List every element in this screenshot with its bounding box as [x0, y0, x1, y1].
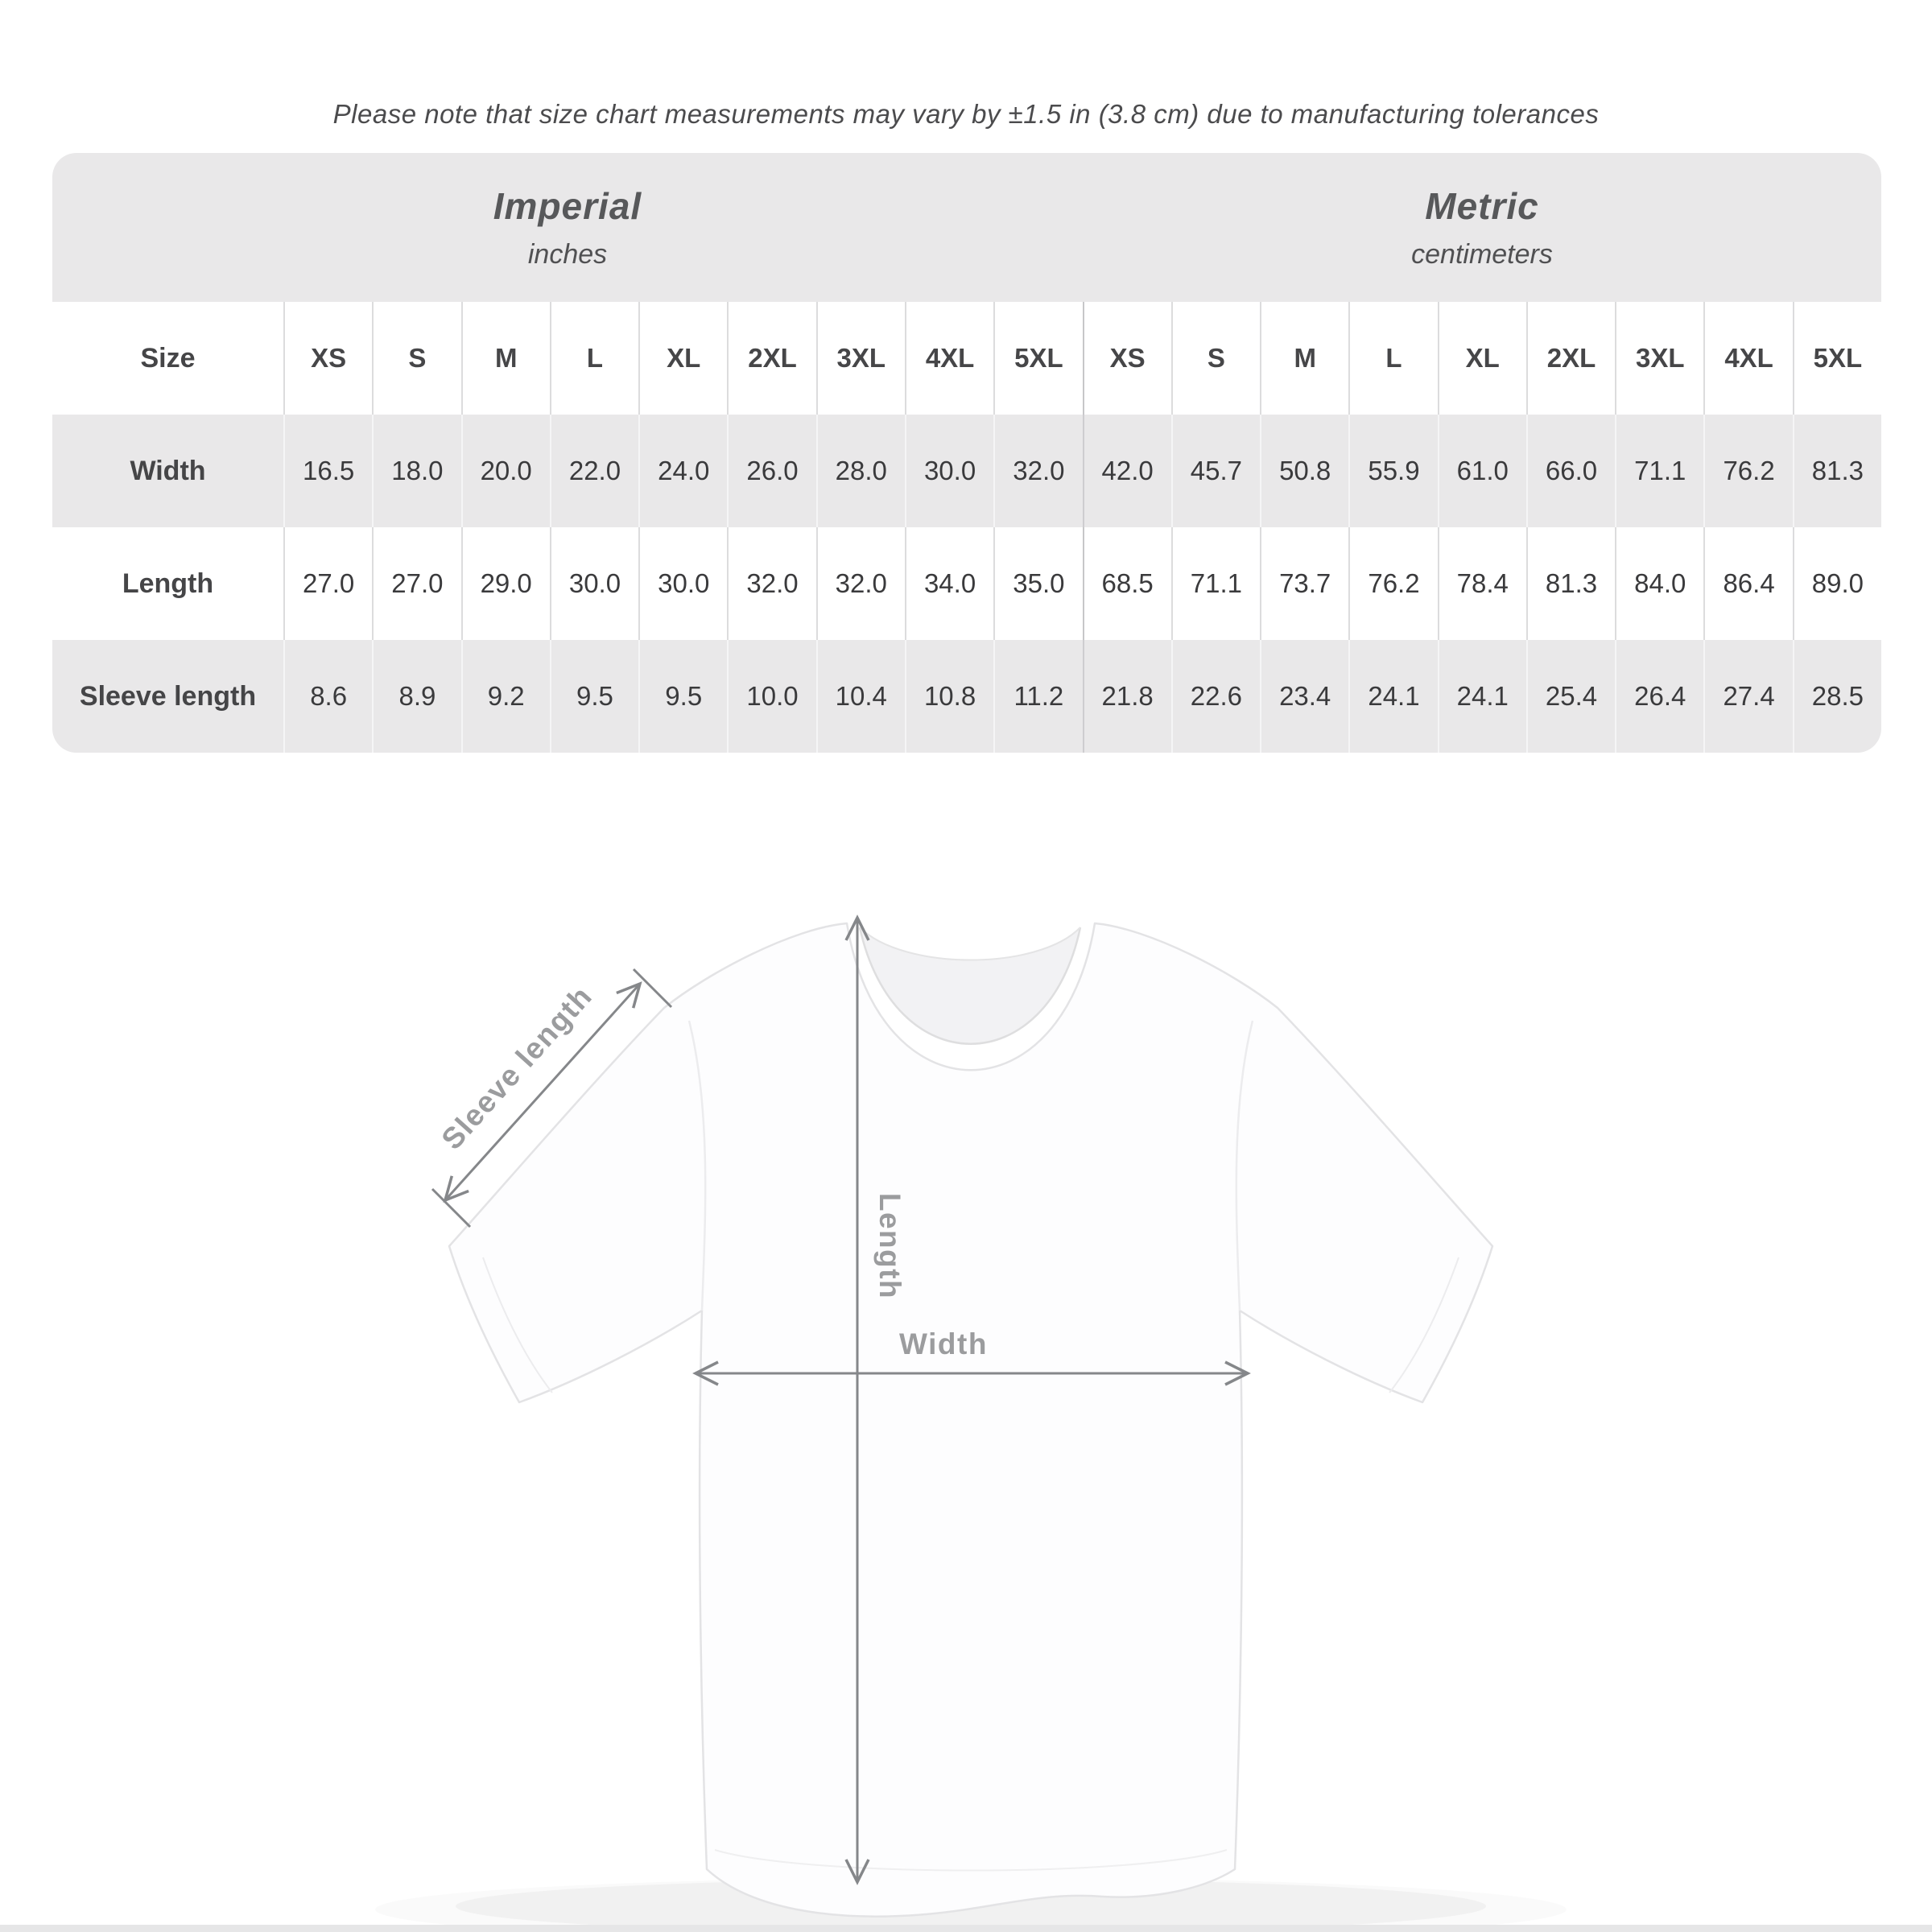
- collar-opening: [860, 927, 1080, 1044]
- value-cell: 10.4: [816, 640, 905, 753]
- size-header-cell: XS: [1083, 302, 1171, 415]
- value-cell: 81.3: [1526, 527, 1615, 640]
- size-chart-grid: [52, 302, 1881, 753]
- value-cell: 16.5: [283, 415, 372, 527]
- length-label: Length: [873, 1192, 907, 1300]
- value-cell: 24.1: [1348, 640, 1437, 753]
- value-cell: 45.7: [1171, 415, 1260, 527]
- value-cell: 50.8: [1260, 415, 1348, 527]
- value-cell: 27.0: [283, 527, 372, 640]
- size-header-cell: M: [461, 302, 550, 415]
- value-cell: 66.0: [1526, 415, 1615, 527]
- value-cell: 21.8: [1083, 640, 1171, 753]
- value-cell: 76.2: [1348, 527, 1437, 640]
- value-cell: 27.0: [372, 527, 460, 640]
- size-header-cell: 3XL: [816, 302, 905, 415]
- value-cell: 76.2: [1703, 415, 1792, 527]
- value-cell: 22.6: [1171, 640, 1260, 753]
- value-cell: 61.0: [1438, 415, 1526, 527]
- value-cell: 32.0: [727, 527, 815, 640]
- value-cell: 55.9: [1348, 415, 1437, 527]
- value-cell: 42.0: [1083, 415, 1171, 527]
- size-header-cell: 4XL: [905, 302, 993, 415]
- size-header-cell: 3XL: [1615, 302, 1703, 415]
- row-label: Length: [52, 527, 283, 640]
- value-cell: 73.7: [1260, 527, 1348, 640]
- value-cell: 23.4: [1260, 640, 1348, 753]
- size-header-cell: L: [550, 302, 638, 415]
- size-header-cell: 5XL: [993, 302, 1082, 415]
- value-cell: 27.4: [1703, 640, 1792, 753]
- size-header-cell: 2XL: [727, 302, 815, 415]
- value-cell: 10.8: [905, 640, 993, 753]
- sleeve-arrow-tick-top: [634, 969, 671, 1007]
- size-header-cell: L: [1348, 302, 1437, 415]
- value-cell: 11.2: [993, 640, 1082, 753]
- backdrop-edge: [0, 1925, 1932, 1932]
- tshirt-diagram: [0, 886, 1932, 1932]
- size-header-cell: XL: [1438, 302, 1526, 415]
- value-cell: 24.1: [1438, 640, 1526, 753]
- value-cell: 81.3: [1793, 415, 1881, 527]
- value-cell: 71.1: [1171, 527, 1260, 640]
- imperial-title: Imperial: [493, 185, 642, 227]
- value-cell: 78.4: [1438, 527, 1526, 640]
- value-cell: 22.0: [550, 415, 638, 527]
- value-cell: 29.0: [461, 527, 550, 640]
- value-cell: 8.6: [283, 640, 372, 753]
- metric-title: Metric: [1425, 185, 1539, 227]
- row-label: Sleeve length: [52, 640, 283, 753]
- value-cell: 9.2: [461, 640, 550, 753]
- value-cell: 9.5: [550, 640, 638, 753]
- unit-header-imperial: [52, 153, 1083, 302]
- value-cell: 26.0: [727, 415, 815, 527]
- value-cell: 32.0: [816, 527, 905, 640]
- value-cell: 71.1: [1615, 415, 1703, 527]
- value-cell: 18.0: [372, 415, 460, 527]
- value-cell: 8.9: [372, 640, 460, 753]
- value-cell: 35.0: [993, 527, 1082, 640]
- value-cell: 32.0: [993, 415, 1082, 527]
- row-label: Width: [52, 415, 283, 527]
- size-row-label: Size: [52, 302, 283, 415]
- value-cell: 20.0: [461, 415, 550, 527]
- value-cell: 30.0: [905, 415, 993, 527]
- size-header-cell: XL: [638, 302, 727, 415]
- size-header-cell: 2XL: [1526, 302, 1615, 415]
- metric-unit: centimeters: [1411, 239, 1553, 270]
- size-header-cell: M: [1260, 302, 1348, 415]
- value-cell: 28.0: [816, 415, 905, 527]
- value-cell: 24.0: [638, 415, 727, 527]
- value-cell: 30.0: [638, 527, 727, 640]
- value-cell: 10.0: [727, 640, 815, 753]
- sleeve-length-label: Sleeve length: [435, 979, 599, 1156]
- size-header-cell: S: [1171, 302, 1260, 415]
- tolerance-note: Please note that size chart measurements may vary by ±1.5 in (3.8 cm) due to manufacturing tolerances: [332, 99, 1600, 129]
- value-cell: 84.0: [1615, 527, 1703, 640]
- value-cell: 30.0: [550, 527, 638, 640]
- value-cell: 25.4: [1526, 640, 1615, 753]
- width-label: Width: [899, 1327, 988, 1360]
- imperial-unit: inches: [527, 239, 608, 270]
- value-cell: 28.5: [1793, 640, 1881, 753]
- size-header-cell: XS: [283, 302, 372, 415]
- value-cell: 34.0: [905, 527, 993, 640]
- value-cell: 9.5: [638, 640, 727, 753]
- size-header-cell: 5XL: [1793, 302, 1881, 415]
- unit-header-metric: [1083, 153, 1881, 302]
- value-cell: 26.4: [1615, 640, 1703, 753]
- tshirt-outline: [449, 923, 1492, 1917]
- size-header-cell: 4XL: [1703, 302, 1792, 415]
- value-cell: 86.4: [1703, 527, 1792, 640]
- value-cell: 68.5: [1083, 527, 1171, 640]
- unit-header-band: [52, 153, 1881, 302]
- size-header-cell: S: [372, 302, 460, 415]
- value-cell: 89.0: [1793, 527, 1881, 640]
